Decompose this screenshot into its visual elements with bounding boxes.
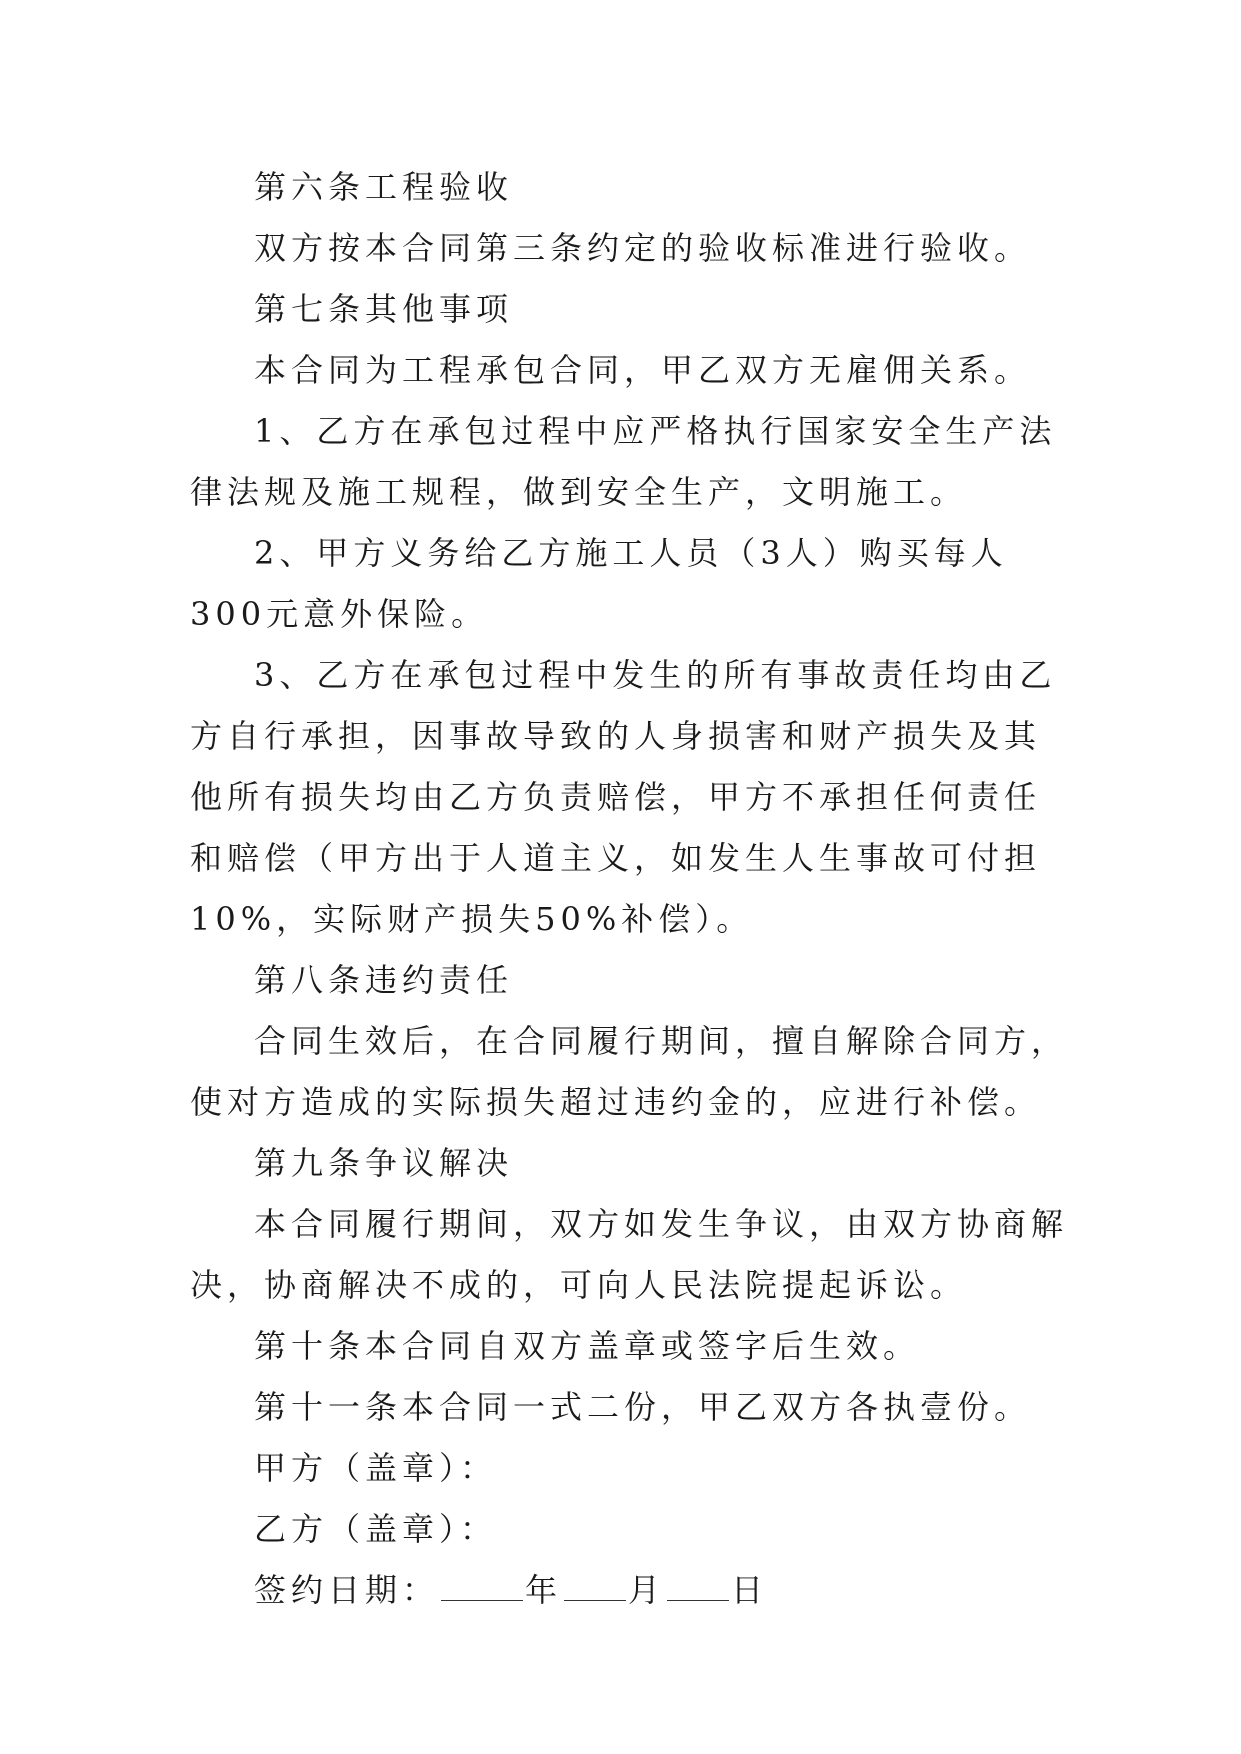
party-b-seal: 乙方（盖章）： xyxy=(254,1510,498,1548)
article-6-text: 双方按本合同第三条约定的验收标准进行验收。 xyxy=(254,229,1032,267)
document-body xyxy=(190,157,1070,1621)
article-6-heading: 第六条工程验收 xyxy=(254,168,514,206)
article-7-item-2: 2、甲方义务给乙方施工人员（3人）购买每人300元意外保险。 xyxy=(190,534,1008,633)
article-9-heading: 第九条争议解决 xyxy=(254,1144,514,1182)
signing-date-line xyxy=(190,1560,1070,1621)
article-9-text: 本合同履行期间，双方如发生争议，由双方协商解决，协商解决不成的，可向人民法院提起诉讼。 xyxy=(190,1205,1069,1304)
year-label: 年 xyxy=(525,1571,563,1609)
article-7-text: 本合同为工程承包合同，甲乙双方无雇佣关系。 xyxy=(254,351,1032,389)
day-blank xyxy=(667,1572,729,1601)
article-7-item-1: 1、乙方在承包过程中应严格执行国家安全生产法律法规及施工规程，做到安全生产，文明施工。 xyxy=(190,412,1057,511)
article-7-item-3: 3、乙方在承包过程中发生的所有事故责任均由乙方自行承担，因事故导致的人身损害和财产损失及其他所有损失均由乙方负责赔偿，甲方不承担任何责任和赔偿（甲方出于人道主义，如发生人生事故可付担10%，实际财产损失50%补偿）。 xyxy=(190,656,1057,938)
article-8-heading: 第八条违约责任 xyxy=(254,961,514,999)
month-label: 月 xyxy=(628,1571,666,1609)
article-11: 第十一条本合同一式二份，甲乙双方各执壹份。 xyxy=(254,1388,1032,1426)
year-blank xyxy=(441,1572,523,1601)
party-a-seal: 甲方（盖章）： xyxy=(254,1449,498,1487)
article-8-text: 合同生效后，在合同履行期间，擅自解除合同方，使对方造成的实际损失超过违约金的，应进行补偿。 xyxy=(190,1022,1069,1121)
month-blank xyxy=(564,1572,626,1601)
article-10: 第十条本合同自双方盖章或签字后生效。 xyxy=(254,1327,921,1365)
article-7-heading: 第七条其他事项 xyxy=(254,290,514,328)
signing-date-label: 签约日期： xyxy=(254,1571,440,1609)
day-label: 日 xyxy=(731,1571,769,1609)
